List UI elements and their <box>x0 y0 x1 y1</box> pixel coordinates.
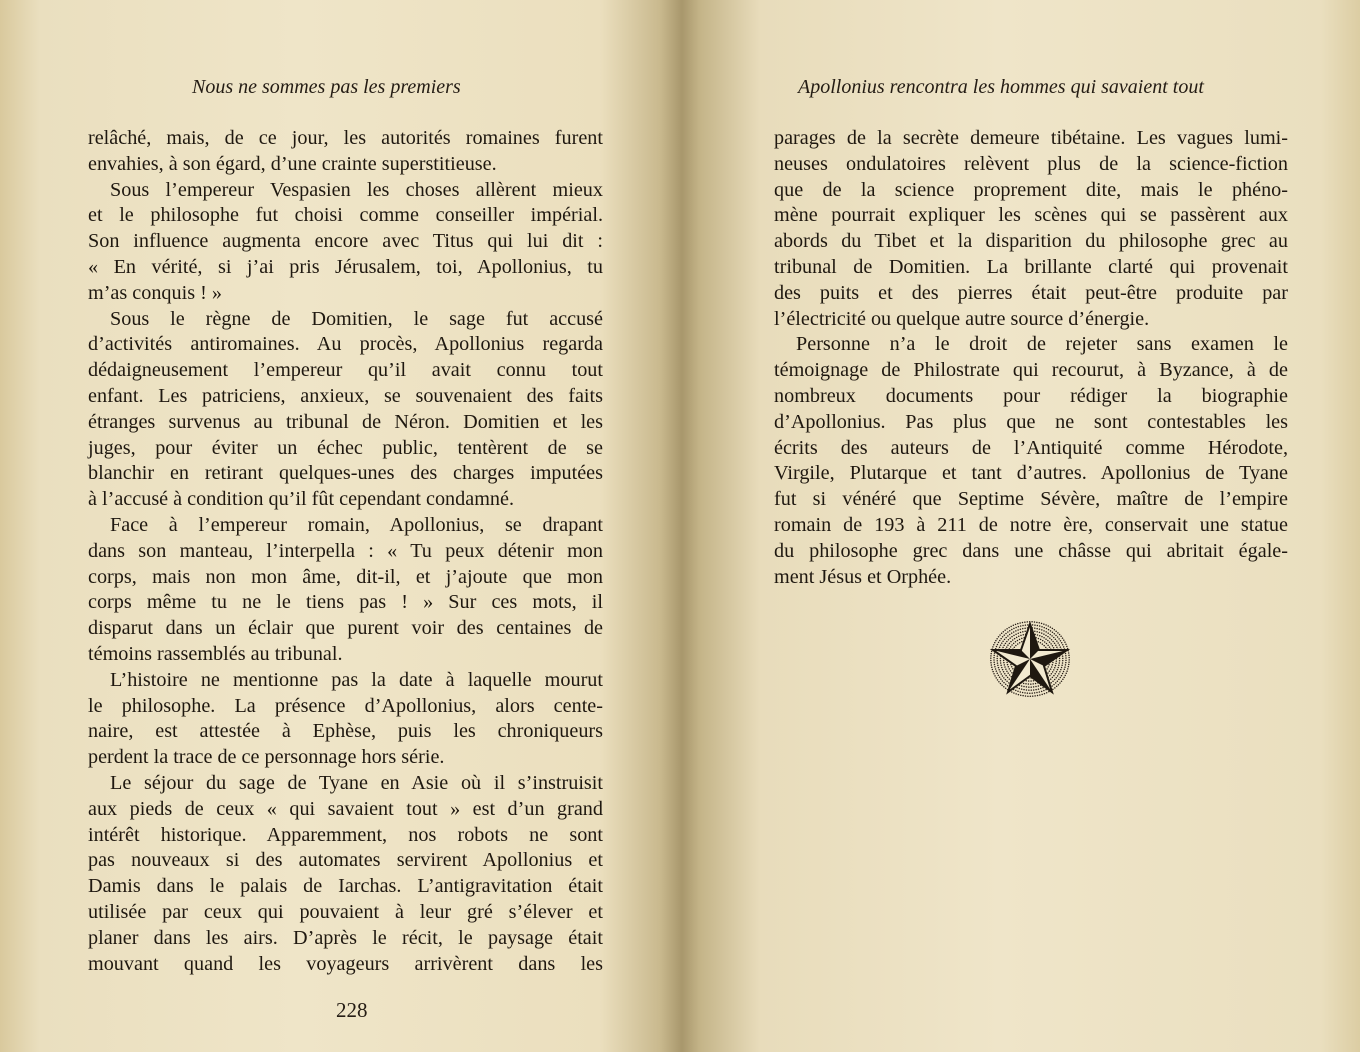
text-line: pas nouveaux si des automates servirent Apollonius et <box>88 849 603 872</box>
page-number: 228 <box>336 998 368 1022</box>
text-line: aux pieds de ceux « qui savaient tout » est d’un grand <box>88 797 603 820</box>
text-line: dédaigneusement l’empereur qu’il avait connu tout <box>88 359 603 382</box>
text-line: écrits des auteurs de l’Antiquité comme Hérodote, <box>774 436 1288 459</box>
text-line: parages de la secrète demeure tibétaine. Les vagues lumi- <box>774 127 1288 149</box>
text-line: Damis dans le palais de Iarchas. L’antigravitation était <box>88 875 603 898</box>
text-line: Le séjour du sage de Tyane en Asie où il s’instruisit <box>110 771 603 794</box>
text-line: m’as conquis ! » <box>88 281 222 304</box>
text-line: dans son manteau, l’interpella : « Tu peux détenir mon <box>88 539 603 562</box>
star-ornament-icon <box>984 616 1076 702</box>
text-line: juges, pour éviter un échec public, tentèrent de se <box>88 436 603 459</box>
text-line: perdent la trace de ce personnage hors série. <box>88 746 445 769</box>
text-line: mouvant quand les voyageurs arrivèrent dans les <box>88 952 603 975</box>
right-page <box>684 0 1360 1052</box>
text-line: abords du Tibet et la disparition du philosophe grec au <box>774 230 1288 253</box>
text-line: relâché, mais, de ce jour, les autorités romaines furent <box>88 127 603 149</box>
right-text-block <box>774 126 1288 590</box>
left-running-head: Nous ne sommes pas les premiers <box>192 76 461 98</box>
text-line: planer dans les airs. D’après le récit, le paysage était <box>88 926 603 949</box>
text-line: Sous le règne de Domitien, le sage fut accusé <box>110 307 603 330</box>
text-line: Son influence augmenta encore avec Titus qui lui dit : <box>88 230 603 253</box>
left-text-block <box>88 126 603 977</box>
text-line: Face à l’empereur romain, Apollonius, se drapant <box>110 513 603 536</box>
text-line: neuses ondulatoires relèvent plus de la science-fiction <box>774 152 1288 175</box>
text-line: le philosophe. La présence d’Apollonius, alors cente- <box>88 694 603 717</box>
right-running-head: Apollonius rencontra les hommes qui savaient tout <box>798 76 1204 98</box>
text-line: que de la science proprement dite, mais le phéno- <box>774 178 1288 201</box>
text-line: corps, mais non mon âme, dit-il, et j’ajoute que mon <box>88 565 603 588</box>
text-line: nombreux documents pour rédiger la biographie <box>774 384 1288 407</box>
text-line: Sous l’empereur Vespasien les choses allèrent mieux <box>110 178 603 201</box>
text-line: et le philosophe fut choisi comme conseiller impérial. <box>88 204 603 227</box>
text-line: l’électricité ou quelque autre source d’énergie. <box>774 307 1150 330</box>
text-line: tribunal de Domitien. La brillante clarté qui provenait <box>774 255 1288 278</box>
text-line: témoignage de Philostrate qui recourut, à Byzance, à de <box>774 359 1288 382</box>
text-line: intérêt historique. Apparemment, nos robots ne sont <box>88 823 603 846</box>
text-line: corps même tu ne le tiens pas ! » Sur ces mots, il <box>88 591 603 614</box>
text-line: Personne n’a le droit de rejeter sans examen le <box>796 333 1288 356</box>
text-line: blanchir en retirant quelques-unes des charges imputées <box>88 462 603 485</box>
text-line: L’histoire ne mentionne pas la date à laquelle mourut <box>110 668 603 691</box>
text-line: des puits et des pierres était peut-être produite par <box>774 281 1288 304</box>
text-line: Virgile, Plutarque et tant d’autres. Apollonius de Tyane <box>774 462 1288 485</box>
text-line: « En vérité, si j’ai pris Jérusalem, toi, Apollonius, tu <box>88 255 603 278</box>
text-line: témoins rassemblés au tribunal. <box>88 642 343 665</box>
text-line: d’Apollonius. Pas plus que ne sont contestables les <box>774 410 1288 433</box>
text-line: romain de 193 à 211 de notre ère, conservait une statue <box>774 513 1288 536</box>
text-line: du philosophe grec dans une châsse qui abritait égale- <box>774 539 1288 562</box>
text-line: utilisée par ceux qui pouvaient à leur gré s’élever et <box>88 900 603 923</box>
text-line: mène pourrait expliquer les scènes qui se passèrent aux <box>774 204 1288 227</box>
text-line: étranges survenus au tribunal de Néron. Domitien et les <box>88 410 603 433</box>
text-line: enfant. Les patriciens, anxieux, se souvenaient des faits <box>88 384 603 407</box>
text-line: ment Jésus et Orphée. <box>774 565 952 588</box>
text-line: fut si vénéré que Septime Sévère, maître de l’empire <box>774 488 1288 511</box>
text-line: envahies, à son égard, d’une crainte superstitieuse. <box>88 152 497 175</box>
text-line: d’activités antiromaines. Au procès, Apollonius regarda <box>88 333 603 356</box>
text-line: naire, est attestée à Ephèse, puis les chroniqueurs <box>88 720 603 743</box>
text-line: disparut dans un éclair que purent voir des centaines de <box>88 617 603 640</box>
text-line: à l’accusé à condition qu’il fût cependant condamné. <box>88 488 515 511</box>
